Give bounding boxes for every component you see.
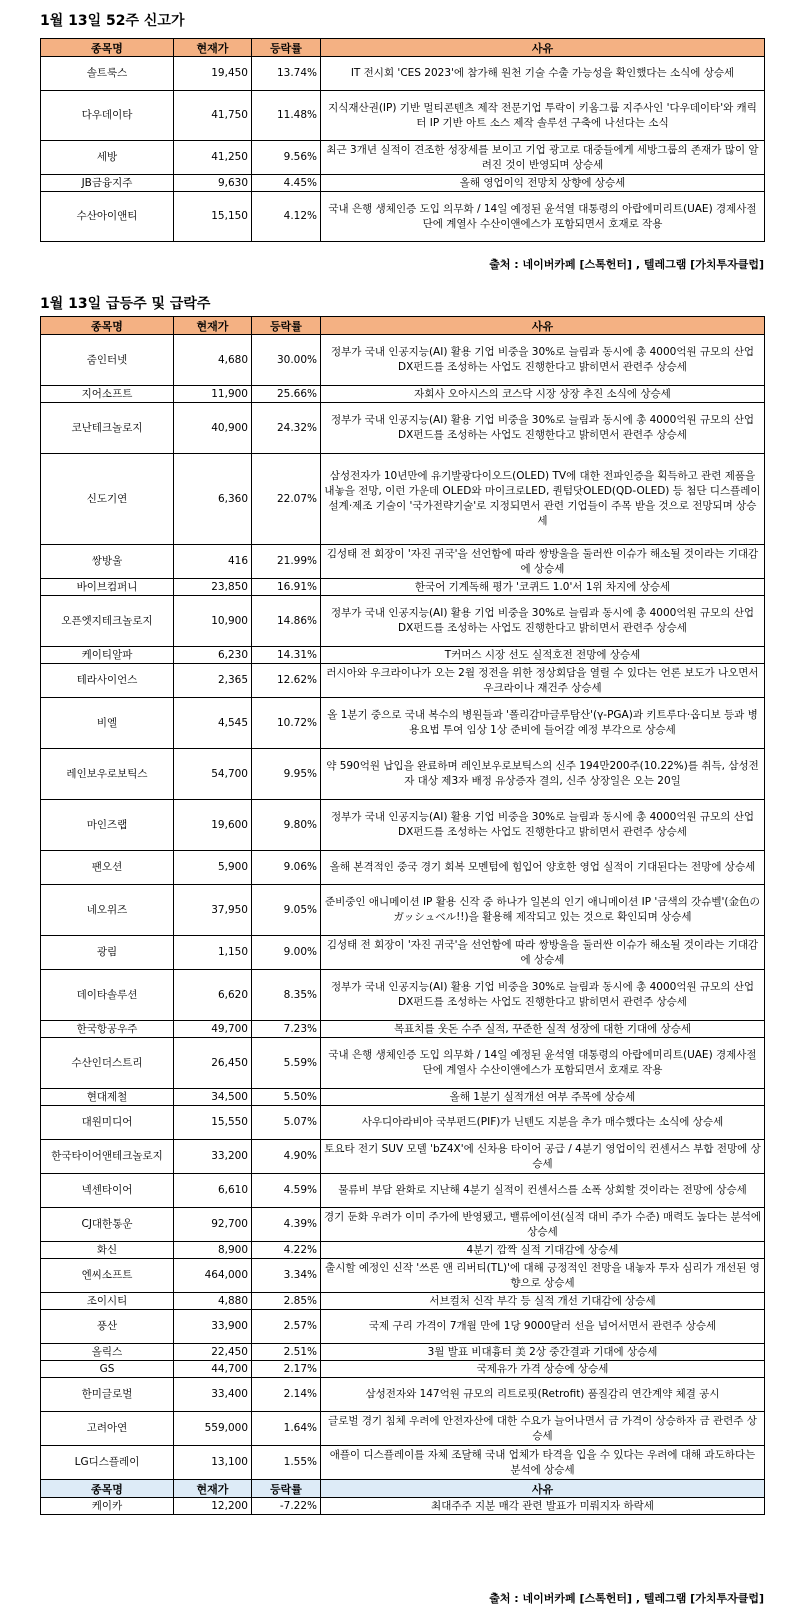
stock-reason: 올해 1분기 실적개선 여부 주목에 상승세 xyxy=(321,1089,765,1106)
stock-reason: 삼성전자와 147억원 규모의 리트로핏(Retrofit) 품질감리 연간계약 체결 공시 xyxy=(321,1378,765,1412)
stock-name: 수산인더스트리 xyxy=(41,1038,174,1089)
table-row xyxy=(41,454,765,545)
table-row xyxy=(41,851,765,885)
table-header-row xyxy=(41,39,765,57)
stock-change: 16.91% xyxy=(252,579,321,596)
stock-name: GS xyxy=(41,1361,174,1378)
stock-reason: 삼성전자가 10년만에 유기발광다이오드(OLED) TV에 대한 전파인증을 획득하고 관련 제품을 내놓을 전망, 이런 가운데 OLED와 마이크로LED, 퀀텀닷OLED(QD-OLED) 등 첨단 디스플레이 설계·제조 기술이 '국가전략기술'로 지정되면서 관련 기업들이 주목 받을 것으로 전망되며 상승세 xyxy=(321,454,765,545)
header-name: 종목명 xyxy=(41,317,174,335)
stock-reason: 자회사 오아시스의 코스닥 시장 상장 추진 소식에 상승세 xyxy=(321,386,765,403)
stock-change: 5.59% xyxy=(252,1038,321,1089)
table-row xyxy=(41,192,765,242)
stock-price: 559,000 xyxy=(174,1412,252,1446)
stock-change: 5.07% xyxy=(252,1106,321,1140)
header-change: 등락률 xyxy=(252,317,321,335)
table-row xyxy=(41,175,765,192)
decline-header-reason: 사유 xyxy=(321,1480,765,1498)
stock-price: 9,630 xyxy=(174,175,252,192)
stock-price: 15,550 xyxy=(174,1106,252,1140)
stock-name: LG디스플레이 xyxy=(41,1446,174,1480)
stock-price: 37,950 xyxy=(174,885,252,936)
header-price: 현재가 xyxy=(174,39,252,57)
stock-change: 10.72% xyxy=(252,698,321,749)
stock-reason: 국내 은행 생체인증 도입 의무화 / 14일 예정된 윤석열 대통령의 아랍에미리트(UAE) 경제사절단에 계열사 수산이앤에스가 포함되면서 호재로 작용 xyxy=(321,1038,765,1089)
stock-name: 수산아이앤티 xyxy=(41,192,174,242)
stock-name: 코난테크놀로지 xyxy=(41,403,174,454)
stock-price: 92,700 xyxy=(174,1208,252,1242)
stock-reason: IT 전시회 'CES 2023'에 참가해 원천 기술 수출 가능성을 확인했다는 소식에 상승세 xyxy=(321,57,765,91)
stock-name: 고려아연 xyxy=(41,1412,174,1446)
stock-name: 화신 xyxy=(41,1242,174,1259)
stock-change: 22.07% xyxy=(252,454,321,545)
stock-name: 넥센타이어 xyxy=(41,1174,174,1208)
stock-name: 쌍방울 xyxy=(41,545,174,579)
stock-name: 광림 xyxy=(41,936,174,970)
stock-name: 네오위즈 xyxy=(41,885,174,936)
stock-change: 4.90% xyxy=(252,1140,321,1174)
stock-reason: 경기 둔화 우려가 이미 주가에 반영됐고, 밸류에이션(실적 대비 주가 수준) 매력도 높다는 분석에 상승세 xyxy=(321,1208,765,1242)
stock-price: 12,200 xyxy=(174,1498,252,1515)
stock-name: 오픈엣지테크놀로지 xyxy=(41,596,174,647)
stock-price: 5,900 xyxy=(174,851,252,885)
stock-price: 4,680 xyxy=(174,335,252,386)
stock-change: 9.05% xyxy=(252,885,321,936)
stock-name: CJ대한통운 xyxy=(41,1208,174,1242)
table-row xyxy=(41,57,765,91)
stock-price: 4,545 xyxy=(174,698,252,749)
stock-price: 6,230 xyxy=(174,647,252,664)
stock-change: 24.32% xyxy=(252,403,321,454)
table-row xyxy=(41,1344,765,1361)
stock-price: 54,700 xyxy=(174,749,252,800)
stock-reason: 정부가 국내 인공지능(AI) 활용 기업 비중을 30%로 늘림과 동시에 총 4000억원 규모의 산업 DX펀드를 조성하는 사업도 진행한다고 밝히면서 관련주 상승세 xyxy=(321,800,765,851)
header-name: 종목명 xyxy=(41,39,174,57)
table-row xyxy=(41,1498,765,1515)
table-row xyxy=(41,1242,765,1259)
stock-price: 13,100 xyxy=(174,1446,252,1480)
stock-change: 2.51% xyxy=(252,1344,321,1361)
stock-change: 4.22% xyxy=(252,1242,321,1259)
table-row xyxy=(41,335,765,386)
stock-change: 2.14% xyxy=(252,1378,321,1412)
table-row xyxy=(41,1089,765,1106)
stock-change: 14.31% xyxy=(252,647,321,664)
stock-name: 한국타이어앤테크놀로지 xyxy=(41,1140,174,1174)
table-row xyxy=(41,1293,765,1310)
stock-name: 세방 xyxy=(41,141,174,175)
stock-change: 2.17% xyxy=(252,1361,321,1378)
table-row xyxy=(41,1140,765,1174)
table-row xyxy=(41,545,765,579)
stock-price: 44,700 xyxy=(174,1361,252,1378)
header-reason: 사유 xyxy=(321,317,765,335)
table-row xyxy=(41,749,765,800)
stock-change: 2.57% xyxy=(252,1310,321,1344)
stock-name: 한국항공우주 xyxy=(41,1021,174,1038)
stock-name: 한미글로벌 xyxy=(41,1378,174,1412)
surge-table xyxy=(40,316,765,1515)
table-row xyxy=(41,1361,765,1378)
stock-reason: 애플이 디스플레이를 자체 조달해 국내 업체가 타격을 입을 수 있다는 우려에 대해 과도하다는 분석에 상승세 xyxy=(321,1446,765,1480)
stock-change: 1.64% xyxy=(252,1412,321,1446)
new-high-table xyxy=(40,38,765,242)
stock-price: 6,360 xyxy=(174,454,252,545)
stock-change: 14.86% xyxy=(252,596,321,647)
table-header-row xyxy=(41,317,765,335)
stock-reason: 물류비 부담 완화로 지난해 4분기 실적이 컨센서스를 소폭 상회할 것이라는 전망에 상승세 xyxy=(321,1174,765,1208)
stock-name: 바이브컴퍼니 xyxy=(41,579,174,596)
table-row xyxy=(41,1310,765,1344)
stock-change: 11.48% xyxy=(252,91,321,141)
stock-reason: 김성태 전 회장이 '자진 귀국'을 선언함에 따라 쌍방울을 둘러싼 이슈가 해소될 것이라는 기대감에 상승세 xyxy=(321,545,765,579)
stock-price: 10,900 xyxy=(174,596,252,647)
decline-header-price: 현재가 xyxy=(174,1480,252,1498)
stock-change: 13.74% xyxy=(252,57,321,91)
stock-reason: 정부가 국내 인공지능(AI) 활용 기업 비중을 30%로 늘림과 동시에 총 4000억원 규모의 산업 DX펀드를 조성하는 사업도 진행한다고 밝히면서 관련주 상승세 xyxy=(321,970,765,1021)
table-row xyxy=(41,800,765,851)
table-row xyxy=(41,579,765,596)
section2-title: 1월 13일 급등주 및 급락주 xyxy=(40,296,211,312)
stock-reason: 올해 본격적인 중국 경기 회복 모멘텀에 힘입어 양호한 영업 실적이 기대된다는 전망에 상승세 xyxy=(321,851,765,885)
header-reason: 사유 xyxy=(321,39,765,57)
stock-change: 5.50% xyxy=(252,1089,321,1106)
table-row xyxy=(41,647,765,664)
table-row xyxy=(41,1259,765,1293)
stock-price: 23,850 xyxy=(174,579,252,596)
stock-reason: 국내 은행 생체인증 도입 의무화 / 14일 예정된 윤석열 대통령의 아랍에미리트(UAE) 경제사절단에 계열사 수산이앤에스가 포함되면서 호재로 작용 xyxy=(321,192,765,242)
stock-reason: 한국어 기계독해 평가 '코퀴드 1.0'서 1위 차지에 상승세 xyxy=(321,579,765,596)
stock-name: 신도기연 xyxy=(41,454,174,545)
stock-name: 현대제철 xyxy=(41,1089,174,1106)
table-row xyxy=(41,1446,765,1480)
table-row xyxy=(41,885,765,936)
stock-change: 9.00% xyxy=(252,936,321,970)
stock-reason: 정부가 국내 인공지능(AI) 활용 기업 비중을 30%로 늘림과 동시에 총 4000억원 규모의 산업 DX펀드를 조성하는 사업도 진행한다고 밝히면서 관련주 상승세 xyxy=(321,335,765,386)
decline-header-row xyxy=(41,1480,765,1498)
stock-reason: 국제 구리 가격이 7개월 만에 1당 9000달러 선을 넘어서면서 관련주 상승세 xyxy=(321,1310,765,1344)
stock-reason: 최근 3개년 실적이 견조한 성장세를 보이고 기업 광고로 대중들에게 세방그룹의 존재가 많이 알려진 것이 반영되며 상승세 xyxy=(321,141,765,175)
stock-name: 솔트룩스 xyxy=(41,57,174,91)
stock-price: 2,365 xyxy=(174,664,252,698)
table-row xyxy=(41,1412,765,1446)
table-row xyxy=(41,386,765,403)
table-row xyxy=(41,1208,765,1242)
stock-price: 33,900 xyxy=(174,1310,252,1344)
stock-change: 8.35% xyxy=(252,970,321,1021)
stock-price: 22,450 xyxy=(174,1344,252,1361)
stock-change: 1.55% xyxy=(252,1446,321,1480)
table-row xyxy=(41,1106,765,1140)
table-row xyxy=(41,403,765,454)
stock-price: 49,700 xyxy=(174,1021,252,1038)
stock-reason: 서브컬처 신작 부각 등 실적 개선 기대감에 상승세 xyxy=(321,1293,765,1310)
stock-price: 33,400 xyxy=(174,1378,252,1412)
stock-change: 4.12% xyxy=(252,192,321,242)
stock-name: 팬오션 xyxy=(41,851,174,885)
table-row xyxy=(41,1038,765,1089)
stock-name: 마인즈랩 xyxy=(41,800,174,851)
stock-price: 464,000 xyxy=(174,1259,252,1293)
stock-name: 엔씨소프트 xyxy=(41,1259,174,1293)
stock-reason: 올 1분기 중으로 국내 복수의 병원들과 '폴리감마글루탐산'(γ-PGA)과 키트루다·옵디보 등과 병용요법 투여 임상 1상 준비에 들어갈 예정 부각으로 상승세 xyxy=(321,698,765,749)
decline-header-change: 등락률 xyxy=(252,1480,321,1498)
stock-price: 8,900 xyxy=(174,1242,252,1259)
stock-change: 30.00% xyxy=(252,335,321,386)
table-row xyxy=(41,141,765,175)
stock-change: 7.23% xyxy=(252,1021,321,1038)
stock-price: 15,150 xyxy=(174,192,252,242)
stock-price: 33,200 xyxy=(174,1140,252,1174)
stock-name: 줌인터넷 xyxy=(41,335,174,386)
stock-price: 6,620 xyxy=(174,970,252,1021)
table-row xyxy=(41,1174,765,1208)
stock-name: 지어소프트 xyxy=(41,386,174,403)
stock-price: 40,900 xyxy=(174,403,252,454)
stock-reason: 준비중인 애니메이션 IP 활용 신작 중 하나가 일본의 인기 애니메이션 IP '금색의 갓슈벨'(金色のガッシュベル!!)을 활용해 제작되고 있는 것으로 확인되며 상승세 xyxy=(321,885,765,936)
table-row xyxy=(41,1378,765,1412)
stock-name: JB금융지주 xyxy=(41,175,174,192)
stock-name: 대원미디어 xyxy=(41,1106,174,1140)
stock-reason: 약 590억원 납입을 완료하며 레인보우로보틱스의 신주 194만200주(10.22%)를 취득, 삼성전자 대상 제3자 배정 유상증자 결의, 신주 상장일은 오는 20일 xyxy=(321,749,765,800)
stock-change: 9.95% xyxy=(252,749,321,800)
stock-change: 4.39% xyxy=(252,1208,321,1242)
stock-name: 테라사이언스 xyxy=(41,664,174,698)
table-row xyxy=(41,1021,765,1038)
stock-price: 41,750 xyxy=(174,91,252,141)
stock-change: 4.45% xyxy=(252,175,321,192)
section2-source: 출처 : 네이버카페 [스톡헌터] , 텔레그램 [가치투자클럽] xyxy=(489,1592,764,1605)
table-row xyxy=(41,970,765,1021)
stock-change: 2.85% xyxy=(252,1293,321,1310)
section1-title: 1월 13일 52주 신고가 xyxy=(40,13,185,29)
stock-reason: 3월 발표 비대흉터 美 2상 중간결과 기대에 상승세 xyxy=(321,1344,765,1361)
stock-name: 비엘 xyxy=(41,698,174,749)
section1-source: 출처 : 네이버카페 [스톡헌터] , 텔레그램 [가치투자클럽] xyxy=(489,258,764,271)
stock-price: 19,450 xyxy=(174,57,252,91)
stock-change: -7.22% xyxy=(252,1498,321,1515)
stock-reason: 김성태 전 회장이 '자진 귀국'을 선언함에 따라 쌍방울을 둘러싼 이슈가 해소될 것이라는 기대감에 상승세 xyxy=(321,936,765,970)
table-row xyxy=(41,664,765,698)
table-row xyxy=(41,936,765,970)
stock-reason: 토요타 전기 SUV 모델 'bZ4X'에 신차용 타이어 공급 / 4분기 영업이익 컨센서스 부합 전망에 상승세 xyxy=(321,1140,765,1174)
stock-change: 21.99% xyxy=(252,545,321,579)
stock-reason: 정부가 국내 인공지능(AI) 활용 기업 비중을 30%로 늘림과 동시에 총 4000억원 규모의 산업 DX펀드를 조성하는 사업도 진행한다고 밝히면서 관련주 상승세 xyxy=(321,403,765,454)
stock-change: 4.59% xyxy=(252,1174,321,1208)
stock-reason: 최대주주 지분 매각 관련 발표가 미뤄지자 하락세 xyxy=(321,1498,765,1515)
stock-reason: 국제유가 가격 상승에 상승세 xyxy=(321,1361,765,1378)
stock-name: 올릭스 xyxy=(41,1344,174,1361)
stock-reason: 정부가 국내 인공지능(AI) 활용 기업 비중을 30%로 늘림과 동시에 총 4000억원 규모의 산업 DX펀드를 조성하는 사업도 진행한다고 밝히면서 관련주 상승세 xyxy=(321,596,765,647)
stock-reason: 사우디아라비아 국부펀드(PIF)가 닌텐도 지분을 추가 매수했다는 소식에 상승세 xyxy=(321,1106,765,1140)
stock-price: 6,610 xyxy=(174,1174,252,1208)
stock-reason: T커머스 시장 선도 실적호전 전망에 상승세 xyxy=(321,647,765,664)
stock-reason: 출시할 예정인 신작 '쓰론 앤 리버티(TL)'에 대해 긍정적인 전망을 내놓자 투자 심리가 개선된 영향으로 상승세 xyxy=(321,1259,765,1293)
table-row xyxy=(41,596,765,647)
stock-name: 데이타솔루션 xyxy=(41,970,174,1021)
stock-reason: 지식재산권(IP) 기반 멀티콘텐츠 제작 전문기업 투락이 키움그룹 지주사인 '다우데이타'와 캐릭터 IP 기반 아트 소스 제작 솔루션 구축에 나선다는 소식 xyxy=(321,91,765,141)
stock-change: 9.80% xyxy=(252,800,321,851)
stock-change: 12.62% xyxy=(252,664,321,698)
stock-name: 케이티알파 xyxy=(41,647,174,664)
stock-price: 26,450 xyxy=(174,1038,252,1089)
stock-reason: 글로벌 경기 침체 우려에 안전자산에 대한 수요가 늘어나면서 금 가격이 상승하자 금 관련주 상승세 xyxy=(321,1412,765,1446)
stock-name: 조이시티 xyxy=(41,1293,174,1310)
stock-reason: 목표치를 웃돈 수주 실적, 꾸준한 실적 성장에 대한 기대에 상승세 xyxy=(321,1021,765,1038)
stock-price: 41,250 xyxy=(174,141,252,175)
stock-change: 3.34% xyxy=(252,1259,321,1293)
stock-reason: 러시아와 우크라이나가 오는 2월 정전을 위한 정상회담을 열릴 수 있다는 언론 보도가 나오면서 우크라이나 재건주 상승세 xyxy=(321,664,765,698)
stock-name: 풍산 xyxy=(41,1310,174,1344)
stock-name: 레인보우로보틱스 xyxy=(41,749,174,800)
stock-name: 케이카 xyxy=(41,1498,174,1515)
header-price: 현재가 xyxy=(174,317,252,335)
stock-price: 34,500 xyxy=(174,1089,252,1106)
table-row xyxy=(41,698,765,749)
stock-price: 11,900 xyxy=(174,386,252,403)
stock-price: 4,880 xyxy=(174,1293,252,1310)
stock-reason: 올해 영업이익 전망치 상향에 상승세 xyxy=(321,175,765,192)
header-change: 등락률 xyxy=(252,39,321,57)
stock-price: 1,150 xyxy=(174,936,252,970)
table-row xyxy=(41,91,765,141)
stock-change: 9.06% xyxy=(252,851,321,885)
stock-change: 25.66% xyxy=(252,386,321,403)
decline-header-name: 종목명 xyxy=(41,1480,174,1498)
stock-name: 다우데이타 xyxy=(41,91,174,141)
stock-price: 19,600 xyxy=(174,800,252,851)
stock-reason: 4분기 깜짝 실적 기대감에 상승세 xyxy=(321,1242,765,1259)
stock-change: 9.56% xyxy=(252,141,321,175)
stock-price: 416 xyxy=(174,545,252,579)
